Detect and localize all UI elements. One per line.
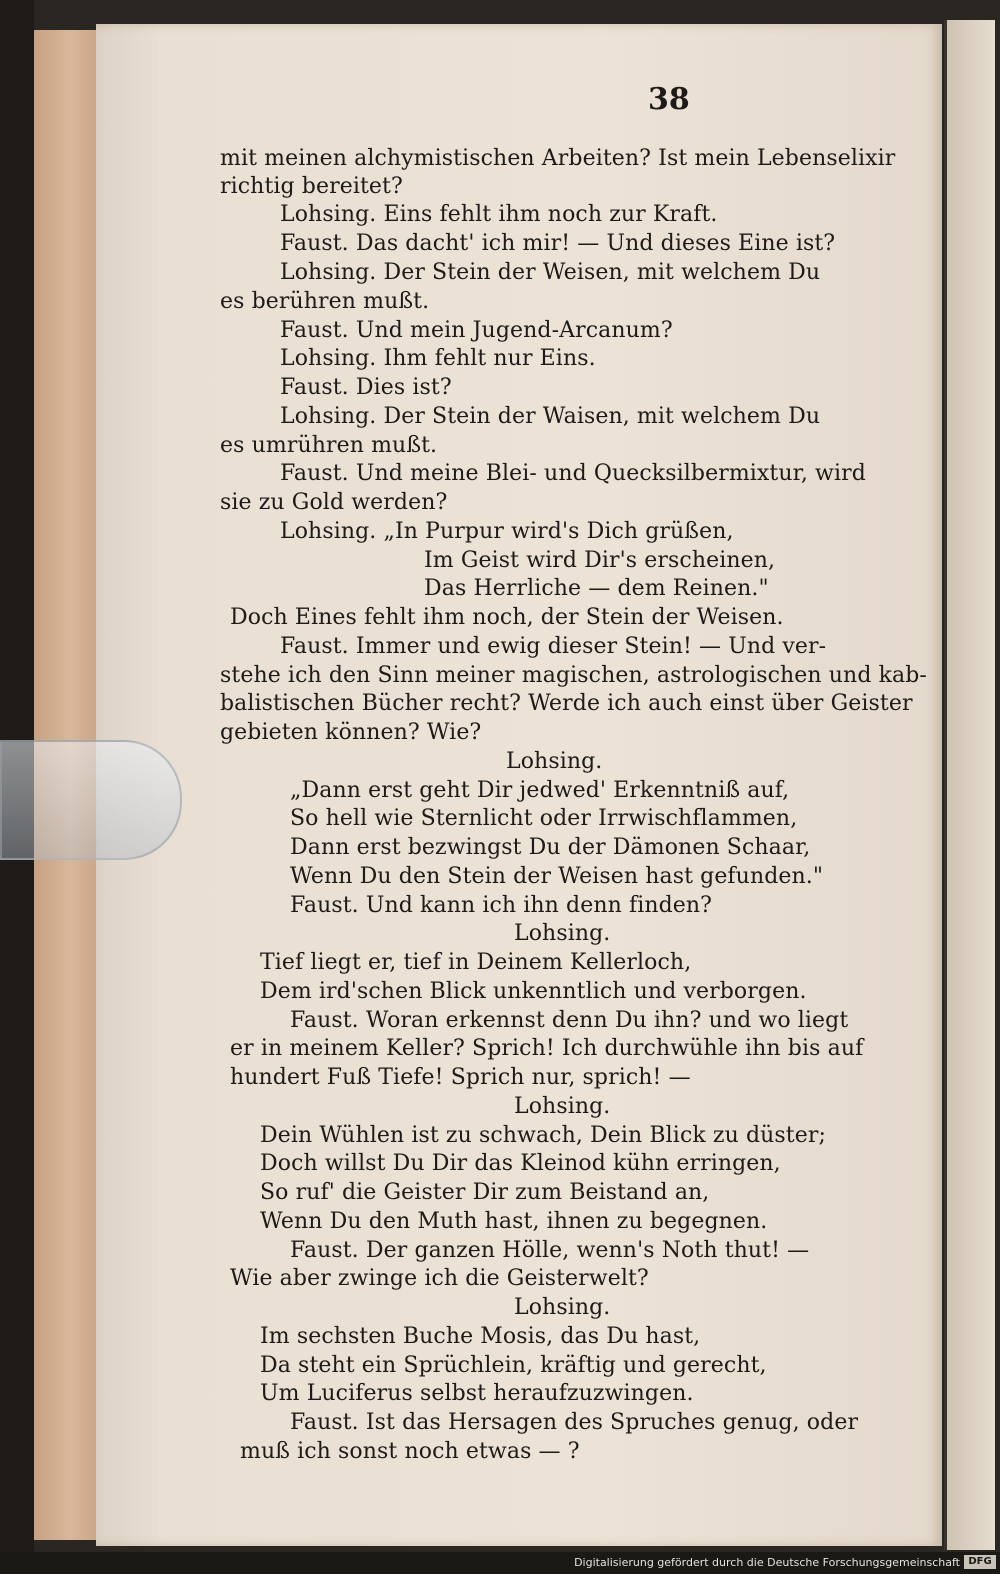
text-line: Faust. Dies ist? bbox=[280, 375, 452, 400]
verse-line: Um Luciferus selbst heraufzuzwingen. bbox=[260, 1381, 694, 1406]
verse-line: So ruf' die Geister Dir zum Beistand an, bbox=[260, 1180, 710, 1205]
speaker-heading: Lohsing. bbox=[506, 749, 603, 774]
text-line: stehe ich den Sinn meiner magischen, astrologischen und kab- bbox=[220, 663, 927, 688]
text-line: Doch Eines fehlt ihm noch, der Stein der Weisen. bbox=[230, 605, 784, 630]
verse-line: Doch willst Du Dir das Kleinod kühn erringen, bbox=[260, 1151, 781, 1176]
text-line: Lohsing. Der Stein der Weisen, mit welchem Du bbox=[280, 260, 821, 285]
speaker-heading: Lohsing. bbox=[514, 1094, 611, 1119]
verse-line: Im sechsten Buche Mosis, das Du hast, bbox=[260, 1324, 701, 1349]
text-line: Faust. Und mein Jugend-Arcanum? bbox=[280, 318, 673, 343]
verse-line: Wenn Du den Stein der Weisen hast gefunden." bbox=[290, 864, 824, 889]
text-line: muß ich sonst noch etwas — ? bbox=[240, 1439, 580, 1464]
text-line: Faust. Der ganzen Hölle, wenn's Noth thut! — bbox=[290, 1238, 810, 1263]
page-number: 38 bbox=[648, 82, 690, 117]
text-line: Wie aber zwinge ich die Geisterwelt? bbox=[230, 1266, 649, 1291]
text-line: gebieten können? Wie? bbox=[220, 720, 482, 745]
verse-line: Dann erst bezwingst Du der Dämonen Schaar, bbox=[290, 835, 811, 860]
text-line: mit meinen alchymistischen Arbeiten? Ist mein Lebenselixir bbox=[220, 146, 896, 171]
verse-line: Wenn Du den Muth hast, ihnen zu begegnen. bbox=[260, 1209, 768, 1234]
text-line: es umrühren mußt. bbox=[220, 433, 438, 458]
verse-line: Da steht ein Sprüchlein, kräftig und gerecht, bbox=[260, 1353, 767, 1378]
text-line: er in meinem Keller? Sprich! Ich durchwühle ihn bis auf bbox=[230, 1036, 864, 1061]
text-line: Faust. Ist das Hersagen des Spruches genug, oder bbox=[290, 1410, 859, 1435]
text-line: Im Geist wird Dir's erscheinen, bbox=[424, 548, 776, 573]
text-line: hundert Fuß Tiefe! Sprich nur, sprich! — bbox=[230, 1065, 691, 1090]
text-line: balistischen Bücher recht? Werde ich auch einst über Geister bbox=[220, 691, 913, 716]
text-line: sie zu Gold werden? bbox=[220, 490, 448, 515]
dfg-logo: DFG bbox=[964, 1555, 996, 1569]
plastic-clip bbox=[0, 740, 182, 860]
text-line: Lohsing. „In Purpur wird's Dich grüßen, bbox=[280, 519, 734, 544]
text-line: richtig bereitet? bbox=[220, 174, 403, 199]
text-line: Faust. Und meine Blei- und Quecksilbermixtur, wird bbox=[280, 461, 866, 486]
speaker-heading: Lohsing. bbox=[514, 921, 611, 946]
verse-line: Tief liegt er, tief in Deinem Kellerloch, bbox=[260, 950, 692, 975]
digitization-credit: Digitalisierung gefördert durch die Deutsche Forschungsgemeinschaft bbox=[574, 1556, 960, 1569]
speaker-heading: Lohsing. bbox=[514, 1295, 611, 1320]
text-line: Lohsing. Ihm fehlt nur Eins. bbox=[280, 346, 596, 371]
book-page bbox=[96, 24, 942, 1546]
text-line: Lohsing. Eins fehlt ihm noch zur Kraft. bbox=[280, 202, 718, 227]
text-line: Faust. Woran erkennst denn Du ihn? und wo liegt bbox=[290, 1008, 849, 1033]
verse-line: Dem ird'schen Blick unkenntlich und verborgen. bbox=[260, 979, 807, 1004]
text-line: Faust. Das dacht' ich mir! — Und dieses Eine ist? bbox=[280, 231, 836, 256]
verse-line: Dein Wühlen ist zu schwach, Dein Blick zu düster; bbox=[260, 1123, 826, 1148]
text-line: Faust. Immer und ewig dieser Stein! — Und ver- bbox=[280, 634, 827, 659]
text-line: Lohsing. Der Stein der Waisen, mit welchem Du bbox=[280, 404, 821, 429]
text-line: es berühren mußt. bbox=[220, 289, 430, 314]
text-line: Das Herrliche — dem Reinen." bbox=[424, 576, 769, 601]
text-line: Faust. Und kann ich ihn denn finden? bbox=[290, 893, 713, 918]
page-text bbox=[206, 24, 1000, 1546]
verse-line: So hell wie Sternlicht oder Irrwischflammen, bbox=[290, 806, 798, 831]
verse-line: „Dann erst geht Dir jedwed' Erkenntniß auf, bbox=[290, 778, 790, 803]
